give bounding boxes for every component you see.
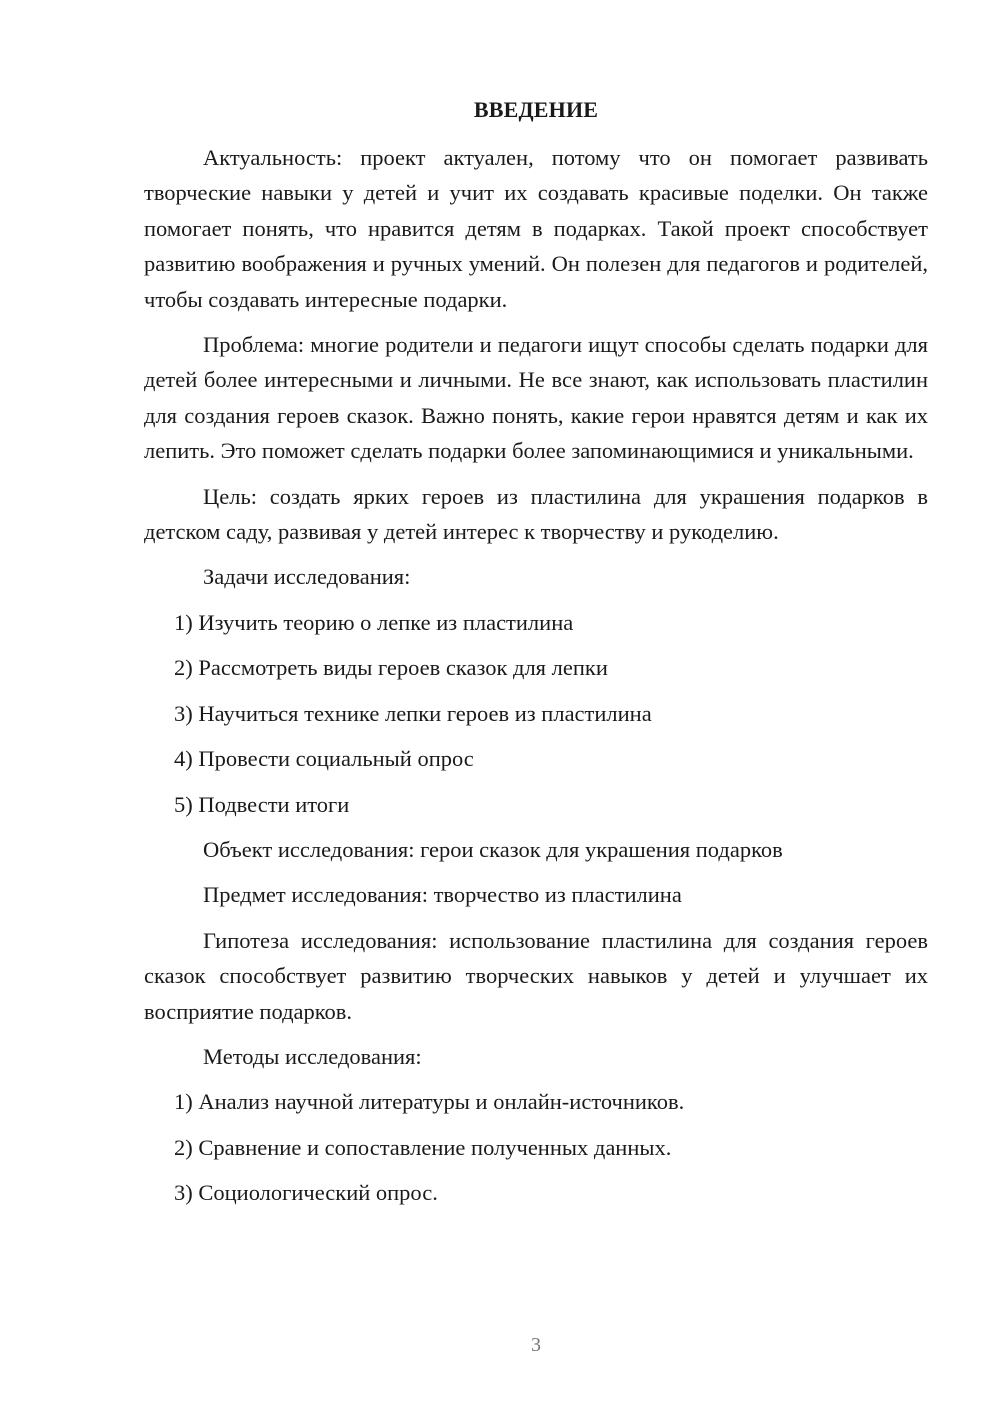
page-number: 3 — [531, 1334, 541, 1356]
section-heading: ВВЕДЕНИЕ — [473, 97, 599, 122]
object-line: Объект исследования: герои сказок для украшения подарков — [203, 836, 783, 862]
task-item: 2) Рассмотреть виды героев сказок для лепки — [174, 655, 608, 681]
subject-line: Предмет исследования: творчество из пластилина — [203, 882, 682, 908]
relevance-paragraph: Актуальность: проект актуален, потому что он помогает развивать творческие навыки у детей и учит их создавать красивые поделки. Он также помогает понять, что нравится детям в подарках. Такой проект способствует развитию воображения и ручных умений. Он полезен для педагогов и родителей, чтобы создавать интересные подарки. — [144, 145, 928, 312]
hypothesis-paragraph: Гипотеза исследования: использование пластилина для создания героев сказок способствует развитию творческих навыков у детей и улучшает их восприятие подарков. — [144, 927, 928, 1024]
method-item: 1) Анализ научной литературы и онлайн-источников. — [174, 1089, 685, 1115]
methods-title: Методы исследования: — [203, 1043, 422, 1069]
tasks-title: Задачи исследования: — [203, 564, 411, 590]
method-item: 3) Социологический опрос. — [174, 1180, 438, 1206]
task-item: 3) Научиться технике лепки героев из пластилина — [174, 700, 652, 726]
page-content — [144, 92, 928, 1221]
method-item: 2) Сравнение и сопоставление полученных данных. — [174, 1134, 672, 1160]
goal-paragraph: Цель: создать ярких героев из пластилина для украшения подарков в детском саду, развивая у детей интерес к творчеству и рукоделию. — [144, 483, 928, 545]
task-item: 4) Провести социальный опрос — [174, 746, 474, 772]
task-item: 1) Изучить теорию о лепке из пластилина — [174, 609, 574, 635]
problem-paragraph: Проблема: многие родители и педагоги ищут способы сделать подарки для детей более интересными и личными. Не все знают, как использовать пластилин для создания героев сказок. Важно понять, какие герои нравятся детям и как их лепить. Это поможет сделать подарки более запоминающимися и уникальными. — [144, 332, 928, 464]
task-item: 5) Подвести итоги — [174, 791, 350, 817]
